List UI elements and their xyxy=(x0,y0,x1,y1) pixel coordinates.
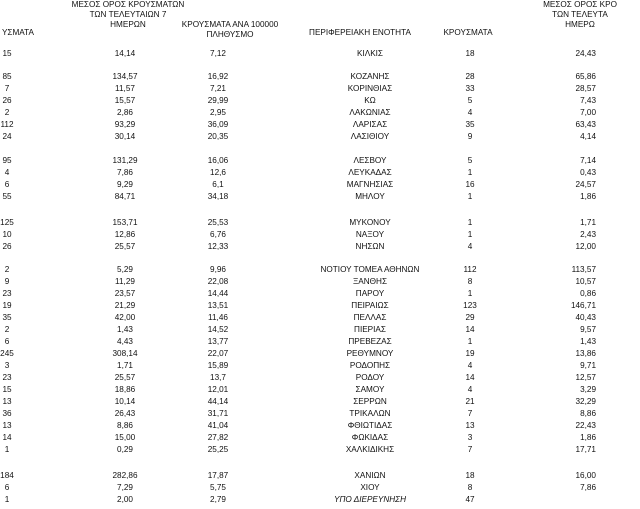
table-cell-c4: 5 xyxy=(467,156,473,165)
table-cell-c0: 1 xyxy=(4,495,10,504)
table-cell-c2: 12,6 xyxy=(210,168,226,177)
table-cell-c4: 19 xyxy=(465,349,475,358)
table-cell-c3: ΠΕΙΡΑΙΩΣ xyxy=(351,301,389,310)
table-cell-c2: 22,07 xyxy=(207,349,229,358)
table-cell-c2: 6,1 xyxy=(212,180,224,189)
table-cell-c3: ΣΑΜΟΥ xyxy=(355,385,385,394)
table-cell-c1: 1,43 xyxy=(117,325,133,334)
table-cell-c4: 3 xyxy=(467,433,473,442)
table-cell-c1: 84,71 xyxy=(114,192,136,201)
table-cell-c4: 1 xyxy=(467,289,473,298)
table-cell-c1: 12,86 xyxy=(114,230,136,239)
table-cell-c1: 42,00 xyxy=(114,313,136,322)
table-cell-c4: 4 xyxy=(467,108,473,117)
table-cell-c5: 17,71 xyxy=(575,445,596,454)
header-avg7-left: ΜΕΣΟΣ ΟΡΟΣ ΚΡΟΥΣΜΑΤΩΝ ΤΩΝ ΤΕΛΕΥΤΑΙΩΝ 7 ΗΜΕΡΩΝ xyxy=(71,0,185,29)
table-cell-c0: 10 xyxy=(2,230,12,239)
table-cell-c2: 17,87 xyxy=(207,471,229,480)
table-cell-c5: 0,43 xyxy=(580,168,596,177)
table-cell-c2: 13,77 xyxy=(207,337,229,346)
table-cell-c3: ΚΟΡΙΝΘΙΑΣ xyxy=(347,84,393,93)
table-cell-c3: ΛΑΚΩΝΙΑΣ xyxy=(349,108,391,117)
table-cell-c0: 1 xyxy=(4,445,10,454)
table-cell-c3: ΡΟΔΟΥ xyxy=(355,373,385,382)
table-cell-c0: 245 xyxy=(0,349,14,358)
header-region: ΠΕΡΙΦΕΡΕΙΑΚΗ ΕΝΟΤΗΤΑ xyxy=(309,28,411,37)
table-cell-c2: 14,52 xyxy=(207,325,229,334)
table-cell-c0: 7 xyxy=(4,84,10,93)
table-cell-c4: 7 xyxy=(467,445,473,454)
table-cell-c1: 308,14 xyxy=(112,349,138,358)
table-cell-c1: 9,29 xyxy=(117,180,133,189)
table-cell-c1: 26,43 xyxy=(114,409,136,418)
table-cell-c4: 1 xyxy=(467,230,473,239)
table-cell-c4: 35 xyxy=(465,120,475,129)
table-cell-c3: ΧΑΛΚΙΔΙΚΗΣ xyxy=(345,445,395,454)
table-cell-c1: 15,00 xyxy=(114,433,136,442)
table-cell-c5: 4,14 xyxy=(580,132,596,141)
table-cell-c1: 7,86 xyxy=(117,168,133,177)
table-cell-c5: 13,86 xyxy=(575,349,596,358)
table-cell-c4: 47 xyxy=(465,495,475,504)
table-cell-c3: ΜΥΚΟΝΟΥ xyxy=(349,218,391,227)
table-cell-c4: 4 xyxy=(467,242,473,251)
table-cell-c1: 93,29 xyxy=(114,120,136,129)
table-cell-c4: 4 xyxy=(467,361,473,370)
table-cell-c4: 13 xyxy=(465,421,475,430)
table-cell-c2: 20,35 xyxy=(207,132,229,141)
table-cell-c4: 14 xyxy=(465,373,475,382)
table-cell-c3: ΛΕΣΒΟΥ xyxy=(353,156,387,165)
table-cell-c1: 21,29 xyxy=(114,301,136,310)
table-cell-c1: 282,86 xyxy=(112,471,138,480)
table-cell-c0: 26 xyxy=(2,96,12,105)
table-cell-c0: 6 xyxy=(4,483,10,492)
table-cell-c5: 24,43 xyxy=(575,49,596,58)
table-cell-c4: 14 xyxy=(465,325,475,334)
table-cell-c1: 131,29 xyxy=(112,156,138,165)
table-cell-c2: 7,12 xyxy=(210,49,226,58)
table-cell-c3: ΝΑΞΟΥ xyxy=(355,230,385,239)
table-cell-c3: ΡΟΔΟΠΗΣ xyxy=(349,361,391,370)
table-cell-c3: ΝΗΣΩΝ xyxy=(355,242,385,251)
table-cell-c2: 9,96 xyxy=(210,265,226,274)
table-cell-c5: 32,29 xyxy=(575,397,596,406)
table-cell-c1: 8,86 xyxy=(117,421,133,430)
table-cell-c4: 7 xyxy=(467,409,473,418)
table-cell-c4: 8 xyxy=(467,483,473,492)
table-cell-c2: 25,25 xyxy=(207,445,229,454)
table-cell-c3: ΝΟΤΙΟΥ ΤΟΜΕΑ ΑΘΗΝΩΝ xyxy=(320,265,420,274)
table-cell-c3: ΥΠΟ ΔΙΕΡΕΥΝΗΣΗ xyxy=(334,495,406,504)
table-cell-c4: 112 xyxy=(463,265,477,274)
table-cell-c2: 25,53 xyxy=(207,218,229,227)
table-cell-c3: ΦΩΚΙΔΑΣ xyxy=(351,433,389,442)
table-cell-c0: 6 xyxy=(4,180,10,189)
table-cell-c2: 36,09 xyxy=(207,120,229,129)
table-cell-c5: 1,71 xyxy=(580,218,596,227)
header-avg7-right: ΜΕΣΟΣ ΟΡΟΣ ΚΡΟ ΤΩΝ ΤΕΛΕΥΤΑ ΗΜΕΡΩ xyxy=(543,0,617,29)
table-cell-c2: 41,04 xyxy=(207,421,229,430)
table-cell-c2: 27,82 xyxy=(207,433,229,442)
table-cell-c1: 11,57 xyxy=(115,84,135,93)
table-cell-c3: ΛΑΣΙΘΙΟΥ xyxy=(350,132,390,141)
table-cell-c4: 8 xyxy=(467,277,473,286)
table-cell-c0: 15 xyxy=(2,385,12,394)
table-cell-c0: 55 xyxy=(2,192,12,201)
table-cell-c1: 25,57 xyxy=(114,242,136,251)
table-cell-c3: ΛΕΥΚΑΔΑΣ xyxy=(348,168,392,177)
table-cell-c0: 13 xyxy=(2,397,12,406)
table-cell-c0: 125 xyxy=(0,218,14,227)
table-cell-c0: 24 xyxy=(2,132,12,141)
table-cell-c5: 7,86 xyxy=(580,483,596,492)
table-cell-c4: 28 xyxy=(465,72,475,81)
table-cell-c5: 9,71 xyxy=(580,361,596,370)
table-cell-c5: 12,57 xyxy=(575,373,596,382)
table-cell-c5: 7,14 xyxy=(580,156,596,165)
table-cell-c2: 2,79 xyxy=(210,495,226,504)
table-cell-c2: 22,08 xyxy=(207,277,229,286)
table-cell-c1: 2,86 xyxy=(117,108,133,117)
table-cell-c0: 15 xyxy=(2,49,12,58)
header-cases: ΚΡΟΥΣΜΑΤΑ xyxy=(443,28,493,37)
table-cell-c2: 14,44 xyxy=(207,289,229,298)
table-cell-c3: ΣΕΡΡΩΝ xyxy=(353,397,387,406)
table-cell-c0: 95 xyxy=(2,156,12,165)
table-cell-c4: 1 xyxy=(467,218,473,227)
table-cell-c3: ΚΙΛΚΙΣ xyxy=(356,49,383,58)
table-cell-c4: 5 xyxy=(467,96,473,105)
table-cell-c0: 23 xyxy=(2,373,12,382)
table-cell-c5: 7,00 xyxy=(580,108,596,117)
table-cell-c3: ΛΑΡΙΣΑΣ xyxy=(352,120,388,129)
table-cell-c5: 9,57 xyxy=(580,325,596,334)
table-cell-c5: 16,00 xyxy=(575,471,596,480)
table-cell-c3: ΠΕΛΛΑΣ xyxy=(353,313,387,322)
table-cell-c2: 12,33 xyxy=(207,242,229,251)
table-cell-c3: ΤΡΙΚΑΛΩΝ xyxy=(349,409,391,418)
table-cell-c4: 123 xyxy=(463,301,477,310)
table-cell-c2: 6,76 xyxy=(210,230,226,239)
table-cell-c1: 23,57 xyxy=(114,289,136,298)
table-cell-c5: 22,43 xyxy=(575,421,596,430)
table-cell-c4: 18 xyxy=(465,471,475,480)
table-cell-c2: 16,92 xyxy=(207,72,229,81)
table-cell-c2: 12,01 xyxy=(207,385,229,394)
table-cell-c5: 113,57 xyxy=(571,265,596,274)
table-cell-c0: 85 xyxy=(2,72,12,81)
table-cell-c2: 5,75 xyxy=(210,483,226,492)
table-cell-c1: 4,43 xyxy=(117,337,133,346)
table-cell-c0: 19 xyxy=(2,301,12,310)
table-cell-c4: 9 xyxy=(467,132,473,141)
table-cell-c5: 8,86 xyxy=(580,409,596,418)
table-cell-c4: 16 xyxy=(465,180,475,189)
table-cell-c2: 2,95 xyxy=(210,108,226,117)
table-cell-c4: 33 xyxy=(465,84,475,93)
table-cell-c5: 2,43 xyxy=(580,230,596,239)
table-cell-c1: 7,29 xyxy=(117,483,133,492)
table-cell-c1: 134,57 xyxy=(112,72,138,81)
table-cell-c4: 4 xyxy=(467,385,473,394)
table-cell-c3: ΡΕΘΥΜΝΟΥ xyxy=(346,349,394,358)
table-cell-c2: 29,99 xyxy=(207,96,229,105)
table-cell-c5: 24,57 xyxy=(575,180,596,189)
table-cell-c5: 40,43 xyxy=(575,313,596,322)
table-cell-c2: 15,89 xyxy=(207,361,229,370)
table-cell-c4: 29 xyxy=(465,313,475,322)
table-cell-c4: 18 xyxy=(465,49,475,58)
table-cell-c5: 1,43 xyxy=(580,337,596,346)
table-cell-c0: 112 xyxy=(0,120,14,129)
table-cell-c1: 15,57 xyxy=(114,96,136,105)
table-cell-c3: ΠΙΕΡΙΑΣ xyxy=(354,325,386,334)
header-cases-left: ΥΣΜΑΤΑ xyxy=(1,28,35,37)
table-cell-c1: 1,71 xyxy=(117,361,133,370)
table-cell-c1: 30,14 xyxy=(114,132,136,141)
table-cell-c2: 13,51 xyxy=(207,301,229,310)
table-cell-c3: ΠΑΡΟΥ xyxy=(355,289,385,298)
table-cell-c0: 2 xyxy=(4,265,10,274)
table-cell-c3: ΦΘΙΩΤΙΔΑΣ xyxy=(347,421,393,430)
table-cell-c1: 25,57 xyxy=(114,373,136,382)
table-cell-c1: 0,29 xyxy=(117,445,133,454)
table-cell-c0: 2 xyxy=(4,325,10,334)
table-cell-c0: 9 xyxy=(4,277,10,286)
table-cell-c3: ΚΩ xyxy=(364,96,376,105)
table-cell-c5: 65,86 xyxy=(575,72,596,81)
table-cell-c3: ΜΗΛΟΥ xyxy=(355,192,385,201)
table-cell-c3: ΠΡΕΒΕΖΑΣ xyxy=(348,337,392,346)
table-cell-c0: 6 xyxy=(4,337,10,346)
table-cell-c3: ΧΙΟΥ xyxy=(360,483,380,492)
table-cell-c2: 11,46 xyxy=(208,313,228,322)
table-cell-c2: 7,21 xyxy=(210,84,226,93)
table-cell-c2: 16,06 xyxy=(207,156,229,165)
table-cell-c4: 1 xyxy=(467,337,473,346)
table-cell-c2: 31,71 xyxy=(207,409,229,418)
table-cell-c5: 10,57 xyxy=(575,277,596,286)
table-cell-c2: 44,14 xyxy=(207,397,229,406)
table-cell-c0: 3 xyxy=(4,361,10,370)
table-cell-c3: ΚΟΖΑΝΗΣ xyxy=(350,72,390,81)
table-cell-c0: 23 xyxy=(2,289,12,298)
table-cell-c3: ΧΑΝΙΩΝ xyxy=(354,471,386,480)
table-cell-c1: 153,71 xyxy=(112,218,138,227)
table-cell-c5: 0,86 xyxy=(580,289,596,298)
table-cell-c1: 5,29 xyxy=(117,265,133,274)
table-cell-c0: 13 xyxy=(2,421,12,430)
table-cell-c5: 28,57 xyxy=(575,84,596,93)
table-cell-c0: 184 xyxy=(0,471,14,480)
table-cell-c0: 2 xyxy=(4,108,10,117)
table-cell-c5: 1,86 xyxy=(580,192,596,201)
table-cell-c1: 18,86 xyxy=(114,385,136,394)
table-cell-c2: 13,7 xyxy=(210,373,226,382)
table-cell-c3: ΞΑΝΘΗΣ xyxy=(352,277,388,286)
table-cell-c1: 11,29 xyxy=(115,277,135,286)
table-cell-c5: 7,43 xyxy=(580,96,596,105)
table-cell-c1: 2,00 xyxy=(117,495,133,504)
table-cell-c3: ΜΑΓΝΗΣΙΑΣ xyxy=(346,180,394,189)
table-cell-c0: 14 xyxy=(2,433,12,442)
table-cell-c0: 4 xyxy=(4,168,10,177)
table-cell-c4: 21 xyxy=(465,397,475,406)
table-cell-c0: 35 xyxy=(2,313,12,322)
table-cell-c0: 26 xyxy=(2,242,12,251)
table-cell-c0: 36 xyxy=(2,409,12,418)
table-cell-c1: 14,14 xyxy=(114,49,136,58)
table-cell-c5: 1,86 xyxy=(580,433,596,442)
table-cell-c5: 63,43 xyxy=(575,120,596,129)
table-cell-c1: 10,14 xyxy=(114,397,136,406)
table-cell-c2: 34,18 xyxy=(207,192,229,201)
table-cell-c4: 1 xyxy=(467,192,473,201)
table-cell-c5: 12,00 xyxy=(575,242,596,251)
table-cell-c4: 1 xyxy=(467,168,473,177)
header-per100k: ΚΡΟΥΣΜΑΤΑ ΑΝΑ 100000 ΠΛΗΘΥΣΜΟ xyxy=(181,20,279,39)
table-cell-c5: 3,29 xyxy=(580,385,596,394)
table-cell-c5: 146,71 xyxy=(570,301,596,310)
